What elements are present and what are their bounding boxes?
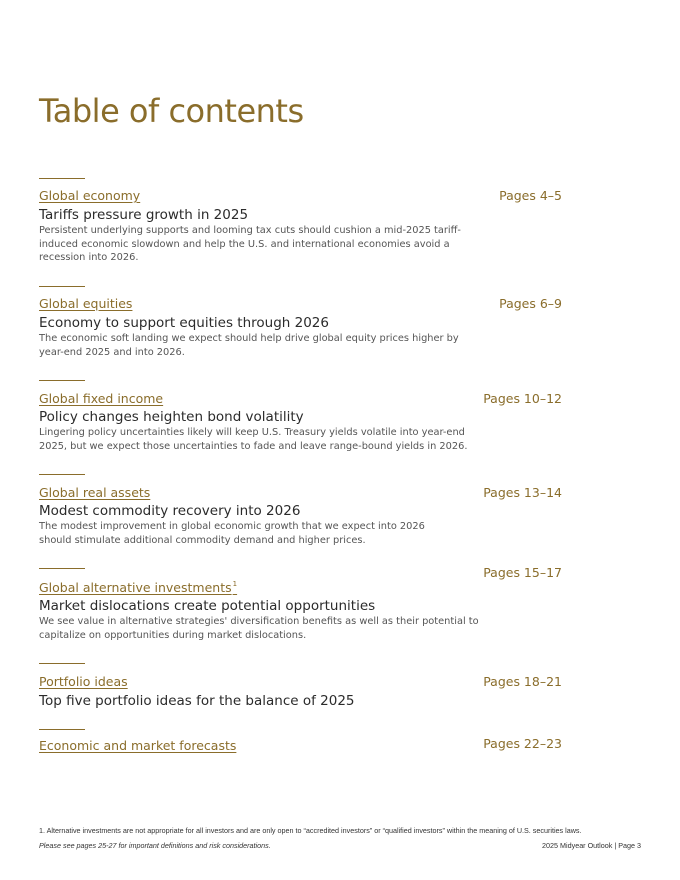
- toc-link-global-fixed-income[interactable]: Global fixed income: [39, 391, 164, 406]
- toc-pages-global-economy: Pages 4–5: [499, 188, 562, 203]
- toc-headline-global-alternative-investments: Market dislocations create potential opportunities: [39, 598, 376, 614]
- section-divider: [39, 568, 85, 569]
- toc-pages-portfolio-ideas: Pages 18–21: [483, 674, 562, 689]
- toc-description-global-real-assets: The modest improvement in global economic growth that we expect into 2026 should stimulate additional commodity demand and higher prices.: [39, 521, 425, 546]
- section-divider: [39, 178, 85, 179]
- toc-link-portfolio-ideas[interactable]: Portfolio ideas: [39, 674, 128, 689]
- toc-pages-global-fixed-income: Pages 10–12: [483, 391, 562, 406]
- toc-headline-global-fixed-income: Policy changes heighten bond volatility: [39, 409, 304, 425]
- toc-pages-economic-and-market-forecasts: Pages 22–23: [483, 736, 562, 751]
- toc-pages-global-equities: Pages 6–9: [499, 296, 562, 311]
- section-divider: [39, 380, 85, 381]
- toc-description-global-equities: The economic soft landing we expect should help drive global equity prices higher by year-end 2025 and into 2026.: [39, 333, 459, 358]
- toc-link-global-economy[interactable]: Global economy: [39, 188, 141, 203]
- page-title: Table of contents: [39, 92, 304, 130]
- toc-link-global-real-assets[interactable]: Global real assets: [39, 485, 151, 500]
- toc-pages-global-real-assets: Pages 13–14: [483, 485, 562, 500]
- toc-headline-global-real-assets: Modest commodity recovery into 2026: [39, 503, 301, 519]
- toc-headline-global-economy: Tariffs pressure growth in 2025: [39, 207, 249, 223]
- toc-description-global-fixed-income: Lingering policy uncertainties likely will keep U.S. Treasury yields volatile into year-end 2025, but we expect those uncertainties to fade and leave range-bound yields in 2026.: [39, 427, 468, 452]
- toc-headline-global-equities: Economy to support equities through 2026: [39, 315, 329, 331]
- toc-description-global-economy: Persistent underlying supports and looming tax cuts should cushion a mid-2025 tariff-induced economic slowdown and help the U.S. and international economies avoid a recession into 2026.: [39, 225, 461, 264]
- toc-link-global-alternative-investments[interactable]: [39, 580, 237, 595]
- toc-pages-global-alternative-investments: Pages 15–17: [483, 565, 562, 580]
- toc-link-label: Global alternative investments: [39, 580, 232, 595]
- toc-description-global-alternative-investments: We see value in alternative strategies' diversification benefits as well as their potential to capitalize on opportunities during market dislocations.: [39, 616, 479, 641]
- disclaimer: Please see pages 25-27 for important definitions and risk considerations.: [39, 841, 271, 850]
- section-divider: [39, 663, 85, 664]
- toc-headline-portfolio-ideas: Top five portfolio ideas for the balance of 2025: [39, 693, 355, 709]
- section-divider: [39, 474, 85, 475]
- footnote: 1. Alternative investments are not appropriate for all investors and are only open to “accredited investors” or “qualified investors” within the meaning of U.S. securities laws.: [39, 826, 582, 835]
- section-divider: [39, 729, 85, 730]
- footnote-marker: 1: [232, 580, 238, 588]
- page-number: 2025 Midyear Outlook | Page 3: [542, 841, 641, 850]
- section-divider: [39, 286, 85, 287]
- toc-link-economic-and-market-forecasts[interactable]: Economic and market forecasts: [39, 738, 237, 753]
- toc-link-global-equities[interactable]: Global equities: [39, 296, 133, 311]
